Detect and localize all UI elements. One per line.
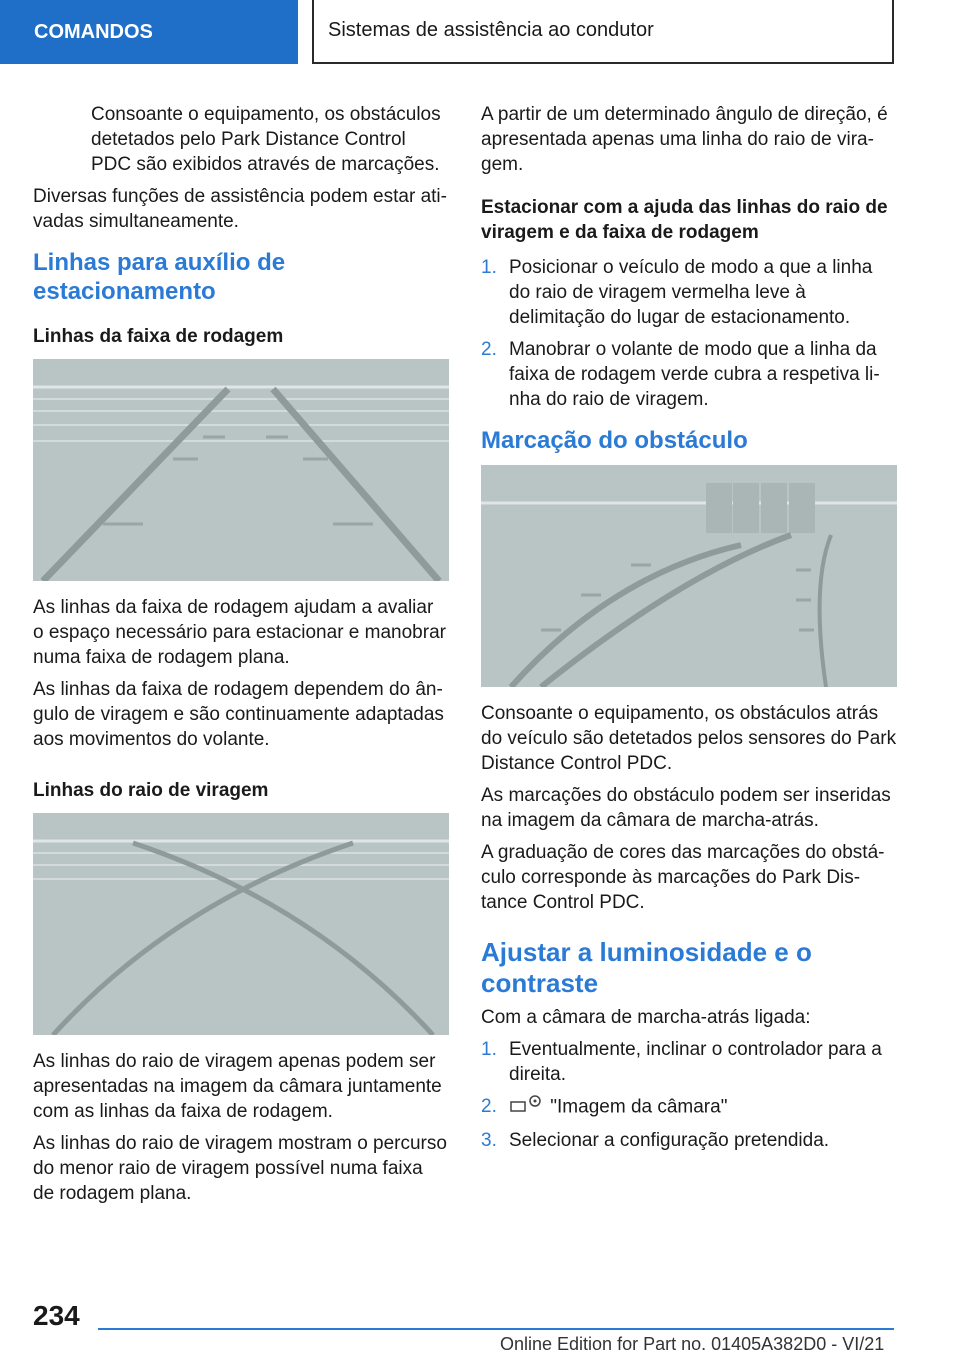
list-item bbox=[481, 255, 897, 330]
turn-lines-image bbox=[33, 813, 449, 1035]
heading-parking-lines: Linhas para auxílio de estacionamento bbox=[33, 249, 286, 305]
list-item bbox=[481, 1037, 897, 1087]
list-item bbox=[481, 337, 897, 412]
obstacle-marking-image bbox=[481, 465, 897, 687]
step-number: 3. bbox=[481, 1130, 497, 1151]
chapter-title: Sistemas de assistência ao condutor bbox=[312, 0, 894, 64]
heading-obstacle: Marcação do obstáculo bbox=[481, 427, 748, 454]
step-text: Posicionar o veículo de modo a que a linha do raio de viragem vermelha leve à delimitação do lugar de estacionamento. bbox=[509, 257, 873, 328]
track-paragraph-1: As linhas da faixa de rodagem ajudam a avaliar o espaço necessário para estacionar e manobrar numa faixa de rodagem plana. bbox=[33, 597, 446, 668]
turn-paragraph-1: As linhas do raio de viragem apenas podem ser apresentadas na imagem da câmara juntamente com as linhas da faixa de rodagem. bbox=[33, 1051, 442, 1122]
brightness-steps bbox=[481, 1037, 897, 1153]
step-number: 1. bbox=[481, 1039, 497, 1060]
heading-turn-lines: Linhas do raio de viragem bbox=[33, 780, 269, 801]
heading-track-lines: Linhas da faixa de rodagem bbox=[33, 326, 284, 347]
obstacle-paragraph-1: Consoante o equipamento, os obstáculos atrás do veículo são detetados pelos sensores do Park Distance Control PDC. bbox=[481, 703, 897, 774]
camera-settings-icon bbox=[509, 1094, 545, 1121]
step-number: 2. bbox=[481, 1096, 497, 1117]
section-tab: COMANDOS bbox=[0, 0, 298, 64]
step-number: 1. bbox=[481, 257, 497, 278]
list-item bbox=[481, 1128, 897, 1153]
angle-paragraph: A partir de um determinado ângulo de direção, é apresentada apenas uma linha do raio de vira-gem. bbox=[481, 104, 888, 175]
page-number: 234 bbox=[33, 1300, 80, 1331]
step-text: "Imagem da câmara" bbox=[550, 1096, 728, 1118]
obstacle-paragraph-2: As marcações do obstáculo podem ser inseridas na imagem da câmara de marcha-atrás. bbox=[481, 785, 891, 831]
turn-paragraph-2: As linhas do raio de viragem mostram o percurso do menor raio de viragem possível numa faixa de rodagem plana. bbox=[33, 1133, 447, 1204]
track-paragraph-2: As linhas da faixa de rodagem dependem do ân-gulo de viragem e são continuamente adaptadas aos movimentos do volante. bbox=[33, 679, 444, 750]
heading-brightness: Ajustar a luminosidade e o contraste bbox=[481, 937, 812, 998]
intro-text: Diversas funções de assistência podem estar ati-vadas simultaneamente. bbox=[33, 186, 447, 232]
obstacle-paragraph-3: A graduação de cores das marcações do obstá-culo corresponde às marcações do Park Dis-tance Control PDC. bbox=[481, 842, 885, 913]
track-lines-image bbox=[33, 359, 449, 581]
heading-parking-help: Estacionar com a ajuda das linhas do raio de viragem e da faixa de rodagem bbox=[481, 197, 888, 243]
step-number: 2. bbox=[481, 339, 497, 360]
brightness-paragraph: Com a câmara de marcha-atrás ligada: bbox=[481, 1007, 811, 1028]
step-text: Selecionar a configuração pretendida. bbox=[509, 1130, 830, 1151]
footer-divider bbox=[98, 1328, 894, 1330]
intro-indent: Consoante o equipamento, os obstáculos detetados pelo Park Distance Control PDC são exibidos através de marcações. bbox=[91, 104, 441, 175]
step-text: Manobrar o volante de modo que a linha da faixa de rodagem verde cubra a respetiva li-nha do raio de viragem. bbox=[509, 339, 880, 410]
list-item bbox=[481, 1094, 897, 1121]
parking-steps bbox=[481, 255, 897, 412]
step-text: Eventualmente, inclinar o controlador para a direita. bbox=[509, 1039, 882, 1085]
footer-edition: Online Edition for Part no. 01405A382D0 - VI/21 bbox=[500, 1334, 885, 1354]
left-column bbox=[33, 102, 449, 1213]
right-column bbox=[481, 102, 897, 1161]
